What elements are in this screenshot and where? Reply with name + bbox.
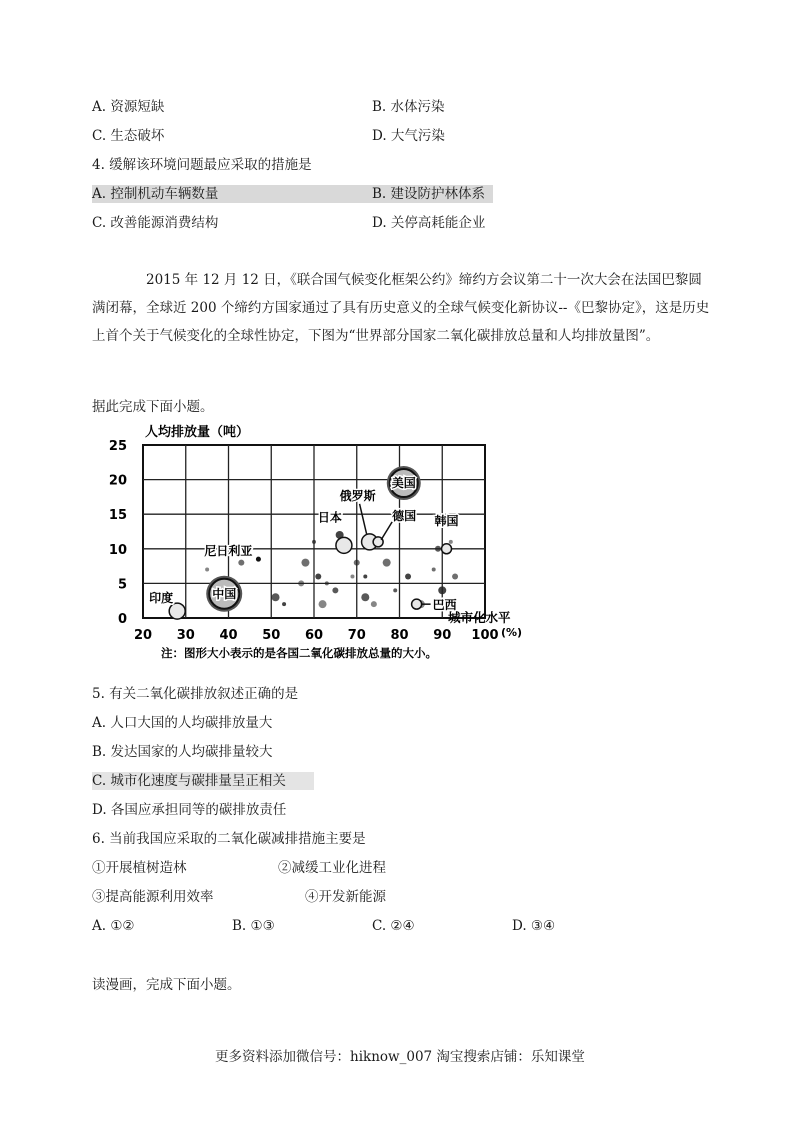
chart-x-tick-label: 50 [262,628,281,643]
chart-data-point [363,574,367,578]
q6-option-a: A. ①② [92,918,135,934]
q6-item-4: ④开发新能源 [305,889,386,905]
q3-option-b: B. 水体污染 [372,99,445,115]
chart-y-tick-label: 5 [117,577,127,593]
q6-stem: 6. 当前我国应采取的二氧化碳减排措施主要是 [92,831,366,847]
chart-x-tick-label: 40 [219,628,238,643]
chart-data-point [205,568,209,572]
chart-x-tick-label: 70 [347,628,366,643]
chart-data-point [449,540,453,544]
chart-bubble-label: 中国 [212,586,237,601]
chart-data-point [435,546,441,552]
chart-y-tick-label: 20 [108,473,127,489]
chart-data-point [315,573,321,579]
chart-x-tick-label: 30 [176,628,195,643]
q6-item-2: ②减缓工业化进程 [278,860,386,876]
q5-option-a: A. 人口大国的人均碳排放量大 [92,715,273,731]
q5-option-d: D. 各国应承担同等的碳排放责任 [92,802,287,818]
chart-y-tick-label: 0 [117,612,127,627]
chart-bubble-label: 德国 [392,508,417,523]
chart-data-point [325,581,329,585]
chart-data-point [272,593,280,601]
chart-data-point [301,559,309,567]
q6-option-c: C. ②④ [372,918,415,934]
chart-bubble-label: 尼日利亚 [204,544,253,559]
chart-bubble-label: 俄罗斯 [339,488,376,503]
chart-y-tick-label: 15 [108,508,127,524]
chart-data-point [319,600,327,608]
chart-x-tick-label: 90 [433,628,452,643]
chart-bubble-label: 韩国 [434,513,459,528]
chart-bubble [169,603,185,619]
chart-data-point [383,559,391,567]
chart-bubble [442,544,452,554]
chart-data-point [332,587,338,593]
chart-y-tick-label: 25 [108,439,127,454]
q4-option-b: B. 建设防护林体系 [372,185,493,203]
chart-data-point [298,580,304,586]
passage-instruction: 据此完成下面小题。 [92,399,214,415]
co2-emission-chart [105,420,530,665]
chart-x-tick-label: 60 [304,628,324,643]
chart-bubble-label: 印度 [149,591,174,606]
q4-option-a: A. 控制机动车辆数量 [92,185,372,203]
passage-text: 2015 年 12 月 12 日，《联合国气候变化框架公约》缔约方会议第二十一次大会在法国巴黎圆满闭幕，全球近 200 个缔约方国家通过了具有历史意义的全球气候变化新协议--《巴黎协定》，这是历史上首个关于气候变化的全球性协定，下图为“世界部分国家二氧化碳排放总量和人均排放量图”。 [92,272,710,344]
q6-item-1: ①开展植树造林 [92,860,187,876]
q6-option-b: B. ①③ [232,918,275,934]
chart-bubble [256,557,261,562]
q6-option-d: D. ③④ [512,918,556,934]
chart-data-point [361,593,369,601]
q5-option-b: B. 发达国家的人均碳排量较大 [92,744,273,760]
chart-x-tick-label: 20 [133,628,153,643]
chart-y-axis-label: 人均排放量（吨） [145,425,250,440]
chart-x-axis-unit: (%) [501,626,523,639]
footer-note: 更多资料添加微信号：hiknow_007 淘宝搜索店铺：乐知课堂 [215,1049,585,1065]
q4-option-d: D. 关停高耗能企业 [372,215,486,231]
chart-y-tick-label: 10 [108,542,127,558]
comic-instruction: 读漫画，完成下面小题。 [92,977,241,993]
chart-data-point [238,560,244,566]
chart-data-point [312,540,316,544]
chart-bubble [336,537,352,553]
passage [92,266,712,350]
chart-data-point [393,588,397,592]
chart-leader-line [360,504,367,534]
chart-data-point [452,573,458,579]
chart-x-axis-label: 城市化水平 [448,610,511,625]
chart-data-point [354,560,360,566]
chart-data-point [438,586,446,594]
chart-note: 注：图形大小表示的是各国二氧化碳排放总量的大小。 [161,646,437,660]
chart-x-tick-label: 100 [471,628,499,643]
chart-data-point [350,574,354,578]
chart-data-point [432,568,436,572]
chart-bubble-label: 巴西 [432,598,457,613]
chart-data-point [282,602,286,606]
chart-data-point [405,573,411,579]
q4-option-c: C. 改善能源消费结构 [92,215,219,231]
q5-option-c: C. 城市化速度与碳排量呈正相关 [92,772,314,790]
q3-option-d: D. 大气污染 [372,128,445,144]
chart-x-tick-label: 80 [390,628,409,643]
chart-bubble-label: 日本 [317,510,342,525]
q3-option-c: C. 生态破坏 [92,128,165,144]
chart-bubble-label: 美国 [391,476,416,491]
chart-leader-line [381,522,392,540]
q3-option-a: A. 资源短缺 [92,99,165,115]
chart-bubble [412,599,422,609]
chart-data-point [371,601,377,607]
q4-stem: 4. 缓解该环境问题最应采取的措施是 [92,157,312,173]
q6-item-3: ③提高能源利用效率 [92,889,214,905]
q5-stem: 5. 有关二氧化碳排放叙述正确的是 [92,686,299,702]
